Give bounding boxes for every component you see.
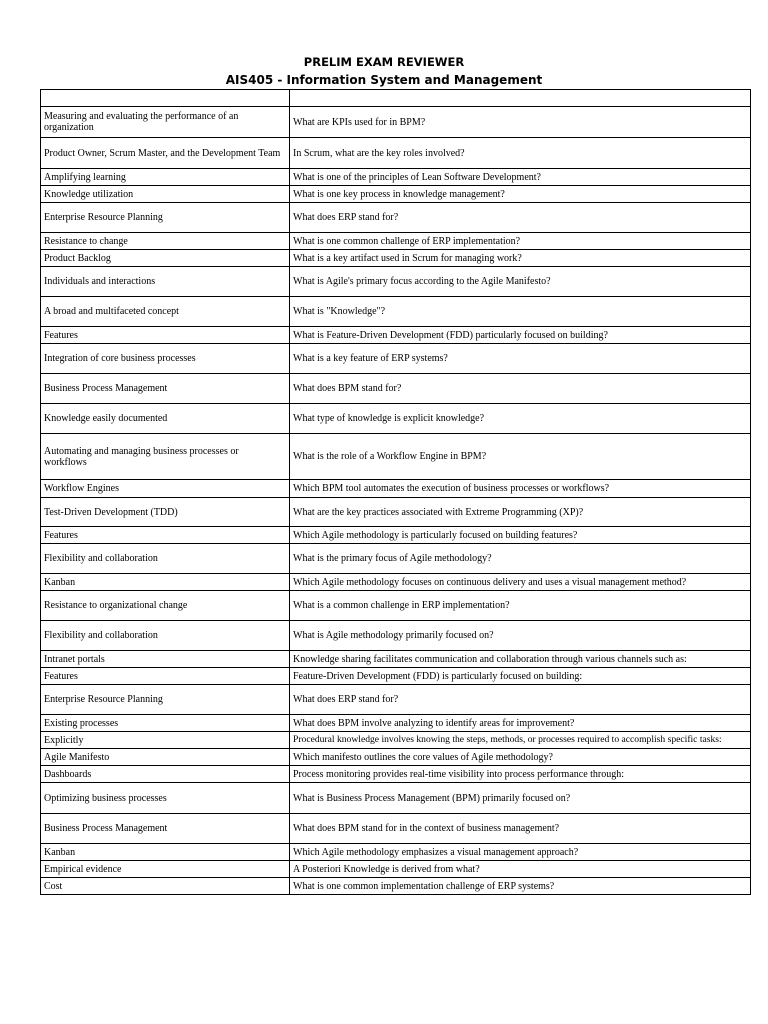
question-cell: What is one key process in knowledge management? [290, 186, 751, 203]
question-cell: What is a common challenge in ERP implementation? [290, 591, 751, 621]
answer-cell: Intranet portals [41, 651, 290, 668]
question-cell: Procedural knowledge involves knowing the steps, methods, or processes required to accomplish specific tasks: [290, 732, 751, 749]
question-cell: Which manifesto outlines the core values of Agile methodology? [290, 749, 751, 766]
answer-cell: A broad and multifaceted concept [41, 297, 290, 327]
question-cell: What is one common challenge of ERP implementation? [290, 233, 751, 250]
answer-cell: Product Backlog [41, 250, 290, 267]
table-row [41, 250, 751, 267]
table-row [41, 766, 751, 783]
answer-cell: Explicitly [41, 732, 290, 749]
table-row [41, 107, 751, 138]
table-row [41, 434, 751, 480]
answer-cell: Cost [41, 878, 290, 895]
question-cell: What does ERP stand for? [290, 203, 751, 233]
answer-cell: Dashboards [41, 766, 290, 783]
question-cell: What is Business Process Management (BPM) primarily focused on? [290, 783, 751, 814]
question-cell: What is Agile's primary focus according to the Agile Manifesto? [290, 267, 751, 297]
table-row [41, 327, 751, 344]
answer-cell: Agile Manifesto [41, 749, 290, 766]
question-cell: What is the role of a Workflow Engine in BPM? [290, 434, 751, 480]
question-cell: Knowledge sharing facilitates communication and collaboration through various channels such as: [290, 651, 751, 668]
table-row [41, 861, 751, 878]
table-row [41, 732, 751, 749]
table-row [41, 783, 751, 814]
table-row [41, 267, 751, 297]
question-cell: Feature-Driven Development (FDD) is particularly focused on building: [290, 668, 751, 685]
question-cell: What is a key feature of ERP systems? [290, 344, 751, 374]
question-cell: What is Feature-Driven Development (FDD) particularly focused on building? [290, 327, 751, 344]
question-cell: What is one common implementation challenge of ERP systems? [290, 878, 751, 895]
answer-cell: Measuring and evaluating the performance of an organization [41, 107, 290, 138]
table-row [41, 651, 751, 668]
question-cell: What type of knowledge is explicit knowledge? [290, 404, 751, 434]
answer-cell: Resistance to organizational change [41, 591, 290, 621]
question-cell: What does BPM stand for? [290, 374, 751, 404]
question-cell: Which Agile methodology emphasizes a visual management approach? [290, 844, 751, 861]
table-row [41, 186, 751, 203]
table-row [41, 844, 751, 861]
answer-cell: Enterprise Resource Planning [41, 203, 290, 233]
answer-cell: Flexibility and collaboration [41, 621, 290, 651]
answer-cell: Existing processes [41, 715, 290, 732]
answer-cell: Knowledge easily documented [41, 404, 290, 434]
question-cell: What is Agile methodology primarily focused on? [290, 621, 751, 651]
question-cell: What is the primary focus of Agile methodology? [290, 544, 751, 574]
question-cell: Which BPM tool automates the execution of business processes or workflows? [290, 480, 751, 498]
table-row [41, 715, 751, 732]
question-cell: What does BPM stand for in the context of business management? [290, 814, 751, 844]
answer-cell: Resistance to change [41, 233, 290, 250]
answer-cell: Amplifying learning [41, 169, 290, 186]
question-cell: In Scrum, what are the key roles involved? [290, 138, 751, 169]
answer-cell: Individuals and interactions [41, 267, 290, 297]
page-title: PRELIM EXAM REVIEWER [303, 55, 465, 69]
question-cell: What does ERP stand for? [290, 685, 751, 715]
question-cell: Process monitoring provides real-time visibility into process performance through: [290, 766, 751, 783]
table-row [41, 814, 751, 844]
table-row [41, 878, 751, 895]
table-row [41, 297, 751, 327]
table-row [41, 404, 751, 434]
answer-cell: Optimizing business processes [41, 783, 290, 814]
table-row [41, 544, 751, 574]
answer-cell: Product Owner, Scrum Master, and the Development Team [41, 138, 290, 169]
question-cell: What is "Knowledge"? [290, 297, 751, 327]
table-row [41, 527, 751, 544]
answer-cell: Kanban [41, 844, 290, 861]
question-cell: What is one of the principles of Lean Software Development? [290, 169, 751, 186]
table-row [41, 574, 751, 591]
answer-cell: Business Process Management [41, 374, 290, 404]
answer-cell: Features [41, 327, 290, 344]
question-cell: A Posteriori Knowledge is derived from what? [290, 861, 751, 878]
table-row [41, 480, 751, 498]
table-row [41, 374, 751, 404]
reviewer-table [40, 89, 751, 895]
answer-cell [41, 90, 290, 107]
question-cell: Which Agile methodology focuses on continuous delivery and uses a visual management method? [290, 574, 751, 591]
table-row [41, 138, 751, 169]
answer-cell: Features [41, 668, 290, 685]
table-row [41, 498, 751, 527]
question-cell: What are the key practices associated with Extreme Programming (XP)? [290, 498, 751, 527]
table-row [41, 344, 751, 374]
answer-cell: Enterprise Resource Planning [41, 685, 290, 715]
question-cell: Which Agile methodology is particularly focused on building features? [290, 527, 751, 544]
table-row [41, 169, 751, 186]
answer-cell: Empirical evidence [41, 861, 290, 878]
answer-cell: Features [41, 527, 290, 544]
table-row [41, 90, 751, 107]
table-row [41, 621, 751, 651]
question-cell: What is a key artifact used in Scrum for managing work? [290, 250, 751, 267]
table-row [41, 591, 751, 621]
question-cell: What does BPM involve analyzing to identify areas for improvement? [290, 715, 751, 732]
answer-cell: Automating and managing business processes or workflows [41, 434, 290, 480]
question-cell: What are KPIs used for in BPM? [290, 107, 751, 138]
page-subtitle: AIS405 - Information System and Management [225, 73, 543, 87]
answer-cell: Kanban [41, 574, 290, 591]
answer-cell: Knowledge utilization [41, 186, 290, 203]
question-cell [290, 90, 751, 107]
answer-cell: Integration of core business processes [41, 344, 290, 374]
table-row [41, 668, 751, 685]
table-row [41, 203, 751, 233]
answer-cell: Flexibility and collaboration [41, 544, 290, 574]
table-row [41, 685, 751, 715]
table-row [41, 233, 751, 250]
answer-cell: Workflow Engines [41, 480, 290, 498]
answer-cell: Business Process Management [41, 814, 290, 844]
answer-cell: Test-Driven Development (TDD) [41, 498, 290, 527]
table-row [41, 749, 751, 766]
